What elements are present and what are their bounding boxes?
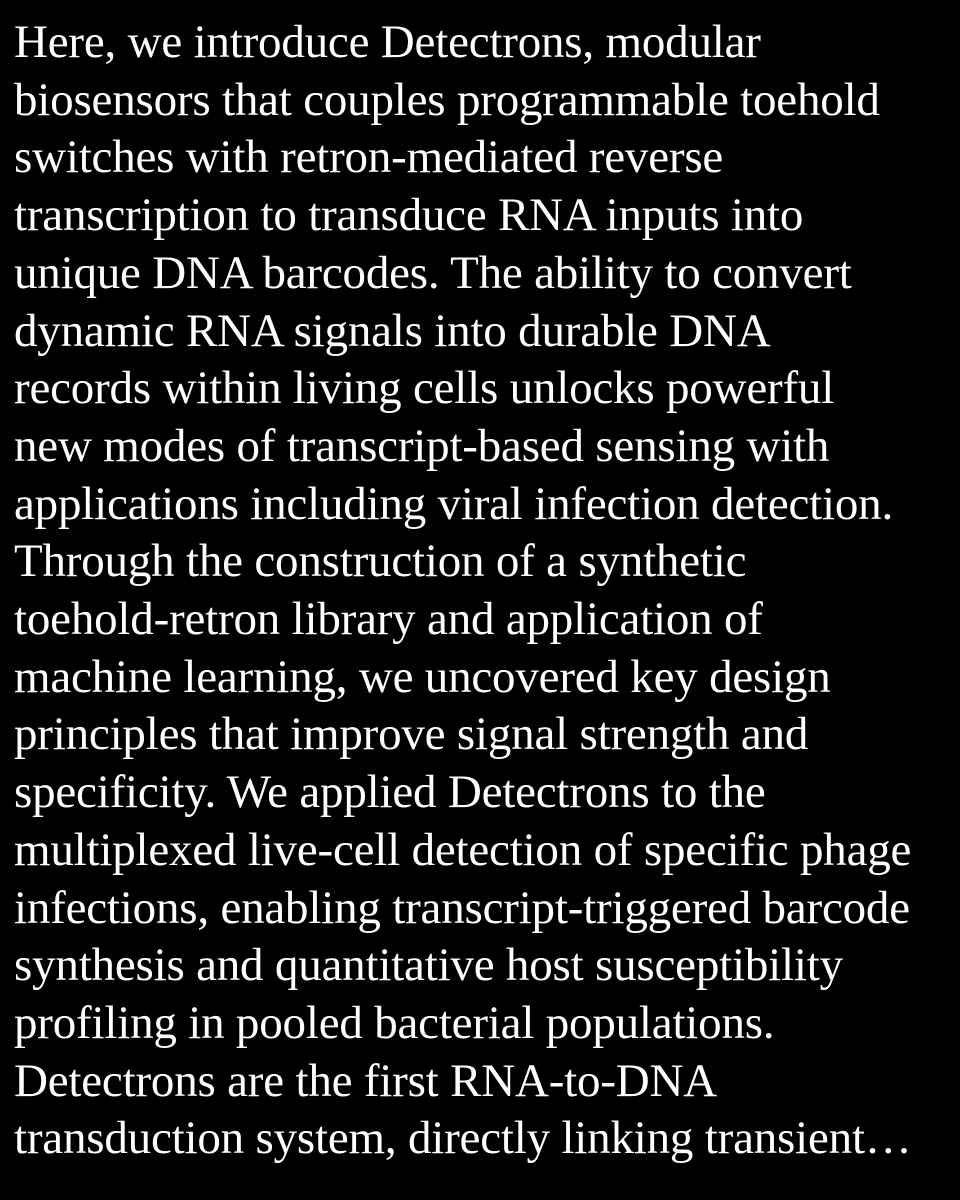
text-line: machine learning, we uncovered key design <box>14 650 831 703</box>
text-line: infections, enabling transcript-triggered barcode <box>14 881 910 934</box>
text-line: biosensors that couples programmable toehold <box>14 73 880 126</box>
text-line: profiling in pooled bacterial populations. <box>14 996 775 1049</box>
text-line: multiplexed live-cell detection of specific phage <box>14 823 912 876</box>
text-line: principles that improve signal strength and <box>14 708 809 761</box>
text-line: transcription to transduce RNA inputs into <box>14 189 804 242</box>
text-line: records within living cells unlocks powerful <box>14 362 835 415</box>
text-line: toehold-retron library and application of <box>14 593 763 646</box>
text-line: synthesis and quantitative host susceptibility <box>14 939 843 992</box>
text-line: new modes of transcript-based sensing with <box>14 419 830 472</box>
text-line: Here, we introduce Detectrons, modular <box>14 16 761 68</box>
text-line: Through the construction of a synthetic <box>14 535 747 588</box>
text-line: dynamic RNA signals into durable DNA <box>14 304 771 357</box>
text-line: specificity. We applied Detectrons to the <box>14 766 766 819</box>
text-line: Detectrons are the first RNA-to-DNA <box>14 1054 718 1107</box>
text-line: applications including viral infection detection. <box>14 477 894 530</box>
text-line: transduction system, directly linking transient… <box>14 1112 912 1165</box>
text-line: unique DNA barcodes. The ability to convert <box>14 246 852 299</box>
text-line: switches with retron-mediated reverse <box>14 131 724 184</box>
abstract-text <box>14 14 950 1168</box>
